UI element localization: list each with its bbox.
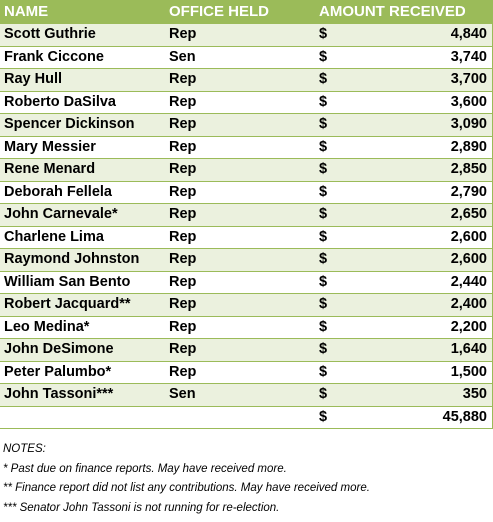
cell-office: Rep [165,114,317,137]
table-row [0,136,493,159]
table-row [0,159,493,182]
cell-office: Rep [165,69,317,92]
cell-amount: 2,440 [357,271,493,294]
cell-name: Peter Palumbo* [0,361,165,384]
table-row [0,181,493,204]
cell-office: Rep [165,271,317,294]
cell-name: Roberto DaSilva [0,91,165,114]
cell-office: Rep [165,91,317,114]
cell-office: Rep [165,24,317,47]
total-currency: $ [317,406,357,429]
cell-currency: $ [317,204,357,227]
note-line: * Past due on finance reports. May have received more. [3,462,287,475]
total-amount: 45,880 [357,406,493,429]
cell-office: Rep [165,136,317,159]
cell-currency: $ [317,46,357,69]
cell-amount: 2,600 [357,226,493,249]
column-header-name: NAME [0,0,165,24]
total-row [0,406,493,429]
cell-office: Rep [165,294,317,317]
cell-office: Sen [165,384,317,407]
cell-office: Rep [165,316,317,339]
header-row [0,0,493,24]
cell-currency: $ [317,136,357,159]
table-row [0,204,493,227]
total-empty-name [0,406,165,429]
column-header-amount: AMOUNT RECEIVED [317,0,493,24]
cell-currency: $ [317,181,357,204]
cell-currency: $ [317,69,357,92]
table-row [0,226,493,249]
table-row [0,339,493,362]
cell-amount: 1,500 [357,361,493,384]
cell-name: John Tassoni*** [0,384,165,407]
cell-name: Leo Medina* [0,316,165,339]
cell-amount: 2,890 [357,136,493,159]
cell-currency: $ [317,91,357,114]
cell-name: Robert Jacquard** [0,294,165,317]
cell-amount: 2,600 [357,249,493,272]
cell-name: Ray Hull [0,69,165,92]
cell-amount: 2,850 [357,159,493,182]
cell-currency: $ [317,24,357,47]
cell-amount: 350 [357,384,493,407]
cell-name: Deborah Fellela [0,181,165,204]
cell-name: Mary Messier [0,136,165,159]
cell-amount: 2,650 [357,204,493,227]
cell-office: Rep [165,361,317,384]
cell-office: Sen [165,46,317,69]
cell-office: Rep [165,339,317,362]
column-header-office: OFFICE HELD [165,0,317,24]
cell-currency: $ [317,159,357,182]
cell-currency: $ [317,226,357,249]
cell-currency: $ [317,384,357,407]
cell-amount: 2,790 [357,181,493,204]
table-row [0,316,493,339]
cell-amount: 2,200 [357,316,493,339]
table-row [0,69,493,92]
cell-name: Charlene Lima [0,226,165,249]
table-row [0,384,493,407]
cell-office: Rep [165,249,317,272]
cell-currency: $ [317,294,357,317]
cell-office: Rep [165,159,317,182]
cell-name: Raymond Johnston [0,249,165,272]
table-row [0,271,493,294]
note-line: *** Senator John Tassoni is not running for re-election. [3,501,280,514]
cell-amount: 4,840 [357,24,493,47]
cell-amount: 3,090 [357,114,493,137]
cell-name: Frank Ciccone [0,46,165,69]
cell-name: Spencer Dickinson [0,114,165,137]
cell-name: Rene Menard [0,159,165,182]
cell-amount: 3,700 [357,69,493,92]
table-row [0,114,493,137]
cell-name: William San Bento [0,271,165,294]
note-line: ** Finance report did not list any contributions. May have received more. [3,482,370,494]
cell-currency: $ [317,339,357,362]
cell-amount: 2,400 [357,294,493,317]
table-row [0,24,493,47]
cell-currency: $ [317,361,357,384]
table-row [0,361,493,384]
cell-name: John Carnevale* [0,204,165,227]
total-empty-office [165,406,317,429]
table-row [0,249,493,272]
notes-section [3,440,370,518]
table-row [0,294,493,317]
cell-amount: 1,640 [357,339,493,362]
cell-office: Rep [165,204,317,227]
cell-amount: 3,600 [357,91,493,114]
cell-currency: $ [317,114,357,137]
cell-office: Rep [165,181,317,204]
table-row [0,91,493,114]
cell-name: Scott Guthrie [0,24,165,47]
cell-office: Rep [165,226,317,249]
cell-name: John DeSimone [0,339,165,362]
cell-currency: $ [317,271,357,294]
cell-amount: 3,740 [357,46,493,69]
notes-heading: NOTES: [3,443,46,455]
table-body [0,24,493,429]
table-row [0,46,493,69]
cell-currency: $ [317,316,357,339]
cell-currency: $ [317,249,357,272]
